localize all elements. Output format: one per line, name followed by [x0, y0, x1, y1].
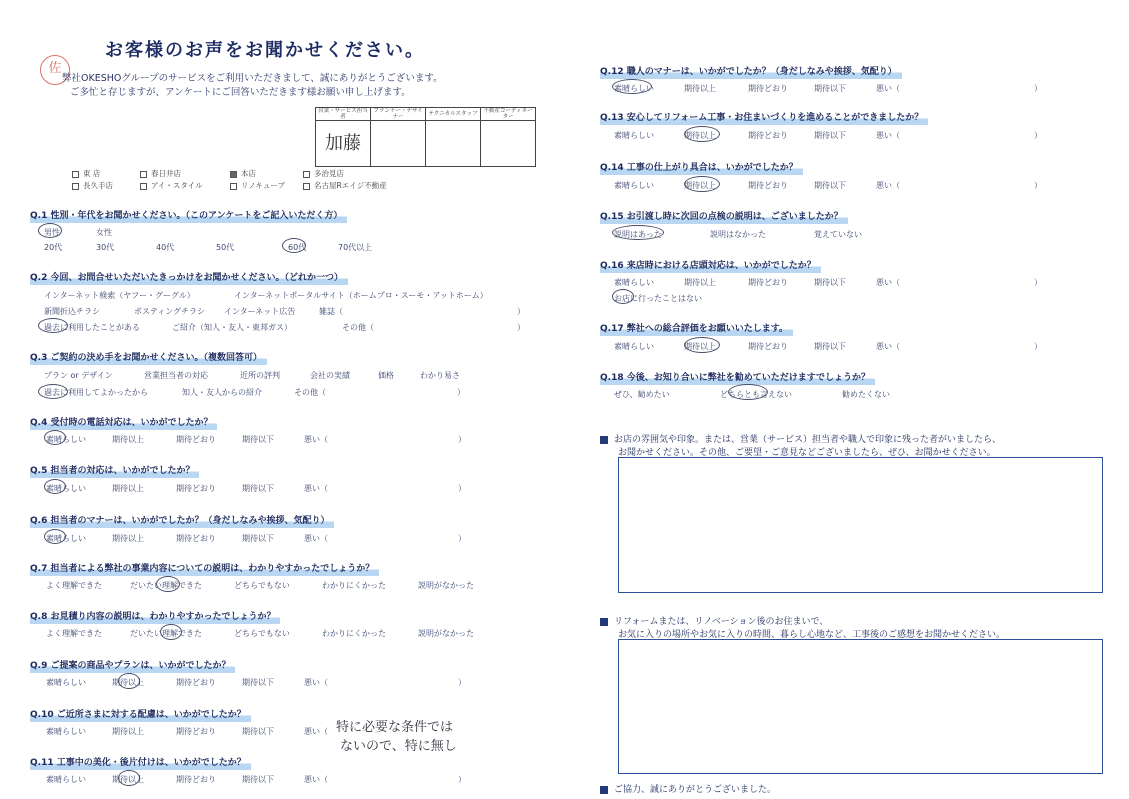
checkbox-icon: [72, 183, 79, 190]
question-13: Q.13 安心してリフォーム工事・お住まいづくりを進めることができましたか？: [600, 110, 928, 125]
thanks-note: ご協力、誠にありがとうございました。: [600, 782, 776, 795]
answer-circle: [38, 318, 68, 333]
comment-1-textarea[interactable]: [618, 457, 1103, 593]
question-9: Q.9 ご提案の商品やプランは、いかがでしたか？: [30, 658, 235, 673]
answer-circle: [728, 384, 768, 400]
question-4: Q.4 受付時の電話対応は、いかがでしたか？: [30, 415, 217, 430]
answer-circle: [684, 337, 720, 353]
comment-1-prompt: お店の雰囲気や印象。または、営業（サービス）担当者や職人で印象に残った者がいましたら、: [600, 432, 1001, 445]
stamp: 佐: [40, 55, 70, 85]
answer-circle: [160, 624, 182, 640]
square-bullet-icon: [600, 436, 608, 444]
square-bullet-icon: [600, 618, 608, 626]
question-16: Q.16 来店時における店頭対応は、いかがでしたか？: [600, 258, 821, 273]
question-18: Q.18 今後、お知り合いに弊社を勧めていただけますでしょうか？: [600, 370, 875, 385]
intro-line-2: ご多忙と存じますが、アンケートにご回答いただきます様お願い申し上げます。: [70, 87, 411, 98]
checkbox-icon: [303, 171, 310, 178]
answer-circle: [612, 79, 652, 94]
answer-circle: [282, 238, 306, 253]
q10-handwritten-note-2: ないので、特に無し: [340, 739, 457, 754]
intro-line-1: 弊社OKESHOグループのサービスをご利用いただきまして、誠にありがとうございます。: [62, 73, 443, 84]
answer-circle: [156, 576, 180, 592]
answer-circle: [612, 289, 634, 304]
store-checkbox[interactable]: リノキューブ: [230, 180, 285, 191]
comment-2-textarea[interactable]: [618, 639, 1103, 774]
question-6: Q.6 担当者のマナーは、いかがでしたか？（身だしなみや挨拶、気配り）: [30, 513, 334, 528]
answer-circle: [44, 529, 66, 544]
answer-circle: [38, 223, 62, 238]
checkbox-icon: [72, 171, 79, 178]
store-checkbox[interactable]: 東 店: [72, 168, 100, 179]
question-17: Q.17 弊社への総合評価をお願いいたします。: [600, 321, 793, 336]
page-title: お客様のお声をお聞かせください。: [105, 40, 425, 61]
store-checkbox-checked[interactable]: 本店: [230, 168, 256, 179]
question-3: Q.3 ご契約の決め手をお聞かせください。（複数回答可）: [30, 350, 267, 365]
checkbox-icon: [140, 183, 147, 190]
question-15: Q.15 お引渡し時に次回の点検の説明は、ございましたか？: [600, 209, 848, 224]
answer-circle: [684, 126, 720, 142]
answer-circle: [684, 176, 720, 192]
question-12: Q.12 職人のマナーは、いかがでしたか？（身だしなみや挨拶、気配り）: [600, 64, 902, 79]
staff-header: テクニカルスタッフ: [426, 108, 481, 121]
checkbox-icon: [230, 171, 237, 178]
comment-2-prompt: リフォームまたは、リノベーション後のお住まいで、: [600, 614, 828, 627]
question-1: Q.1 性別・年代をお聞かせください。（このアンケートをご記入いただく方）: [30, 208, 347, 223]
checkbox-icon: [230, 183, 237, 190]
checkbox-icon: [140, 171, 147, 178]
store-checkbox[interactable]: 多治見店: [303, 168, 344, 179]
staff-header: 営業・サービス担当者: [316, 108, 371, 121]
answer-circle: [38, 384, 68, 399]
q10-handwritten-note-1: 特に必要な条件では: [336, 720, 454, 735]
question-10: Q.10 ご近所さまに対する配慮は、いかがでしたか？: [30, 707, 251, 722]
square-bullet-icon: [600, 786, 608, 794]
staff-header: プランナー・デザイナー: [371, 108, 426, 121]
question-14: Q.14 工事の仕上がり具合は、いかがでしたか？: [600, 160, 803, 175]
question-7: Q.7 担当者による弊社の事業内容についての説明は、わかりやすかったでしょうか？: [30, 561, 379, 576]
answer-circle: [44, 430, 66, 445]
staff-cell[interactable]: [371, 121, 426, 167]
store-checkbox[interactable]: 長久手店: [72, 180, 113, 191]
checkbox-icon: [303, 183, 310, 190]
question-5: Q.5 担当者の対応は、いかがでしたか？: [30, 463, 199, 478]
question-11: Q.11 工事中の美化・後片付けは、いかがでしたか？: [30, 755, 251, 770]
staff-cell[interactable]: [481, 121, 536, 167]
store-checkbox[interactable]: アイ・スタイル: [140, 180, 203, 191]
question-2: Q.2 今回、お問合せいただいたきっかけをお聞かせください。（どれか一つ）: [30, 270, 348, 285]
answer-circle: [612, 225, 664, 240]
answer-circle: [118, 673, 140, 689]
staff-header: 不動産コーディネーター: [481, 108, 536, 121]
answer-circle: [44, 479, 66, 494]
question-8: Q.8 お見積り内容の説明は、わかりやすかったでしょうか？: [30, 609, 280, 624]
comment-2-prompt-2: お気に入りの場所やお気に入りの時間、暮らし心地など、工事後のご感想をお聞かせください。: [618, 630, 1006, 640]
staff-table: [315, 107, 536, 167]
comment-1-prompt-2: お聞かせください。その他、ご要望・ご意見などございましたら、ぜひ、お聞かせください。: [618, 448, 996, 458]
staff-cell[interactable]: [426, 121, 481, 167]
store-checkbox[interactable]: 春日井店: [140, 168, 181, 179]
store-checkbox[interactable]: 名古屋Rエイジ不動産: [303, 180, 387, 191]
staff-name[interactable]: 加藤: [316, 121, 371, 167]
answer-circle: [118, 770, 140, 786]
